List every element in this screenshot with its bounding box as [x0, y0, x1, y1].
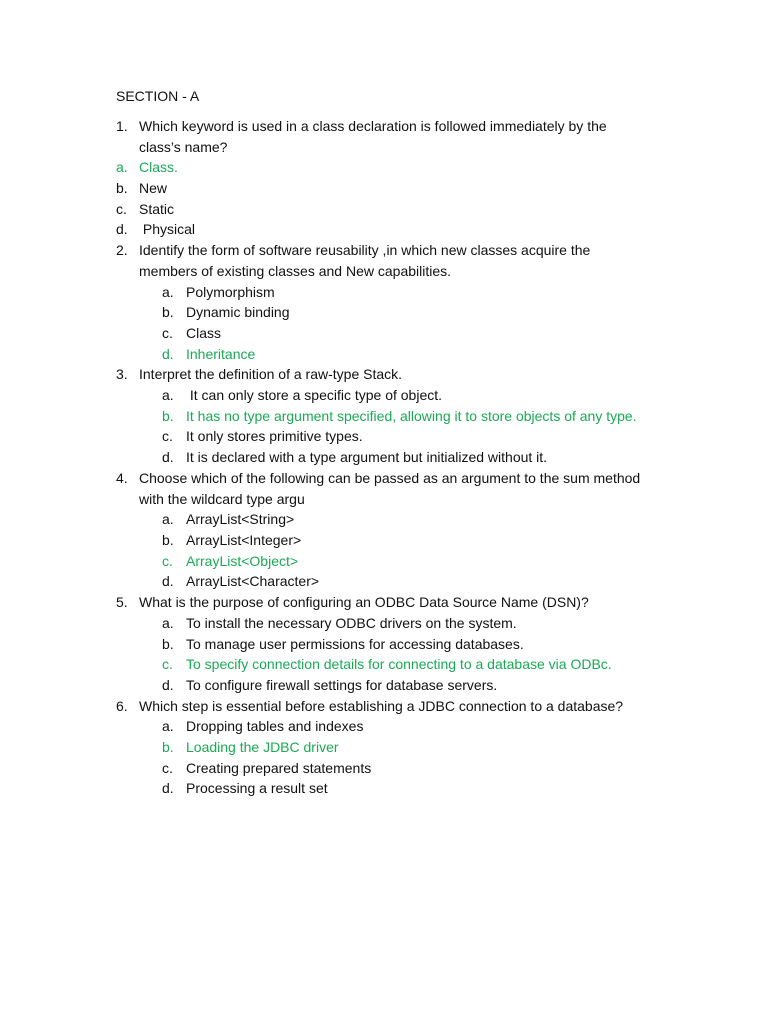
option-text: Dynamic binding [186, 304, 290, 320]
question-text: What is the purpose of configuring an ODBC Data Source Name (DSN)? [139, 594, 589, 610]
question-number: 2. [116, 242, 128, 258]
option-label: c. [162, 553, 173, 569]
correct-answer-text: Class. [139, 159, 178, 175]
question-text: Choose which of the following can be passed as an argument to the sum method [139, 470, 641, 486]
question-number: 3. [116, 366, 128, 382]
option-text: Class [186, 325, 222, 341]
question-text: with the wildcard type argu [139, 491, 305, 507]
option-text: To install the necessary ODBC drivers on the system. [186, 615, 517, 631]
option-text: New [139, 180, 168, 196]
question-text: Which keyword is used in a class declaration is followed immediately by the [139, 118, 607, 134]
option-text: ArrayList<Character> [186, 573, 320, 589]
option-text: It is declared with a type argument but initialized without it. [186, 449, 548, 465]
option-text: To configure firewall settings for database servers. [186, 677, 498, 693]
question-text: Which step is essential before establishing a JDBC connection to a database? [139, 698, 624, 714]
option-label: c. [162, 656, 173, 672]
option-label: a. [162, 615, 174, 631]
option-label: c. [162, 428, 173, 444]
option-label: b. [162, 739, 174, 755]
option-label: a. [162, 284, 174, 300]
correct-answer-text: ArrayList<Object> [186, 553, 299, 569]
option-text: Processing a result set [186, 780, 328, 796]
option-text: To manage user permissions for accessing databases. [186, 636, 524, 652]
correct-answer-text: To specify connection details for connecting to a database via ODBc. [186, 656, 612, 672]
option-label: c. [162, 760, 173, 776]
option-label: b. [162, 636, 174, 652]
section-title: SECTION - A [116, 88, 200, 104]
option-text: Polymorphism [186, 284, 275, 300]
question-number: 5. [116, 594, 128, 610]
question-number: 6. [116, 698, 128, 714]
option-label: b. [116, 180, 128, 196]
option-label: d. [162, 449, 174, 465]
option-text: Static [139, 201, 175, 217]
correct-answer-text: It has no type argument specified, allowing it to store objects of any type. [186, 408, 637, 424]
option-label: b. [162, 304, 174, 320]
option-label: c. [116, 201, 127, 217]
option-text: Creating prepared statements [186, 760, 372, 776]
option-label: d. [162, 346, 174, 362]
option-label: d. [162, 573, 174, 589]
option-label: d. [162, 677, 174, 693]
option-text: It only stores primitive types. [186, 428, 363, 444]
correct-answer-text: Inheritance [186, 346, 256, 362]
question-text: Identify the form of software reusability ,in which new classes acquire the [139, 242, 591, 258]
option-label: a. [116, 159, 128, 175]
option-label: b. [162, 532, 174, 548]
option-label: a. [162, 718, 174, 734]
question-text: class’s name? [139, 139, 228, 155]
option-label: a. [162, 387, 174, 403]
option-text: ArrayList<String> [186, 511, 295, 527]
option-text: Physical [139, 221, 196, 237]
option-text: Dropping tables and indexes [186, 718, 364, 734]
option-text: It can only store a specific type of object. [186, 387, 443, 403]
option-label: d. [162, 780, 174, 796]
correct-answer-text: Loading the JDBC driver [186, 739, 339, 755]
option-label: c. [162, 325, 173, 341]
question-text: members of existing classes and New capabilities. [139, 263, 452, 279]
question-text: Interpret the definition of a raw-type Stack. [139, 366, 403, 382]
option-label: b. [162, 408, 174, 424]
option-label: d. [116, 221, 128, 237]
question-number: 4. [116, 470, 128, 486]
option-text: ArrayList<Integer> [186, 532, 302, 548]
option-label: a. [162, 511, 174, 527]
question-number: 1. [116, 118, 128, 134]
